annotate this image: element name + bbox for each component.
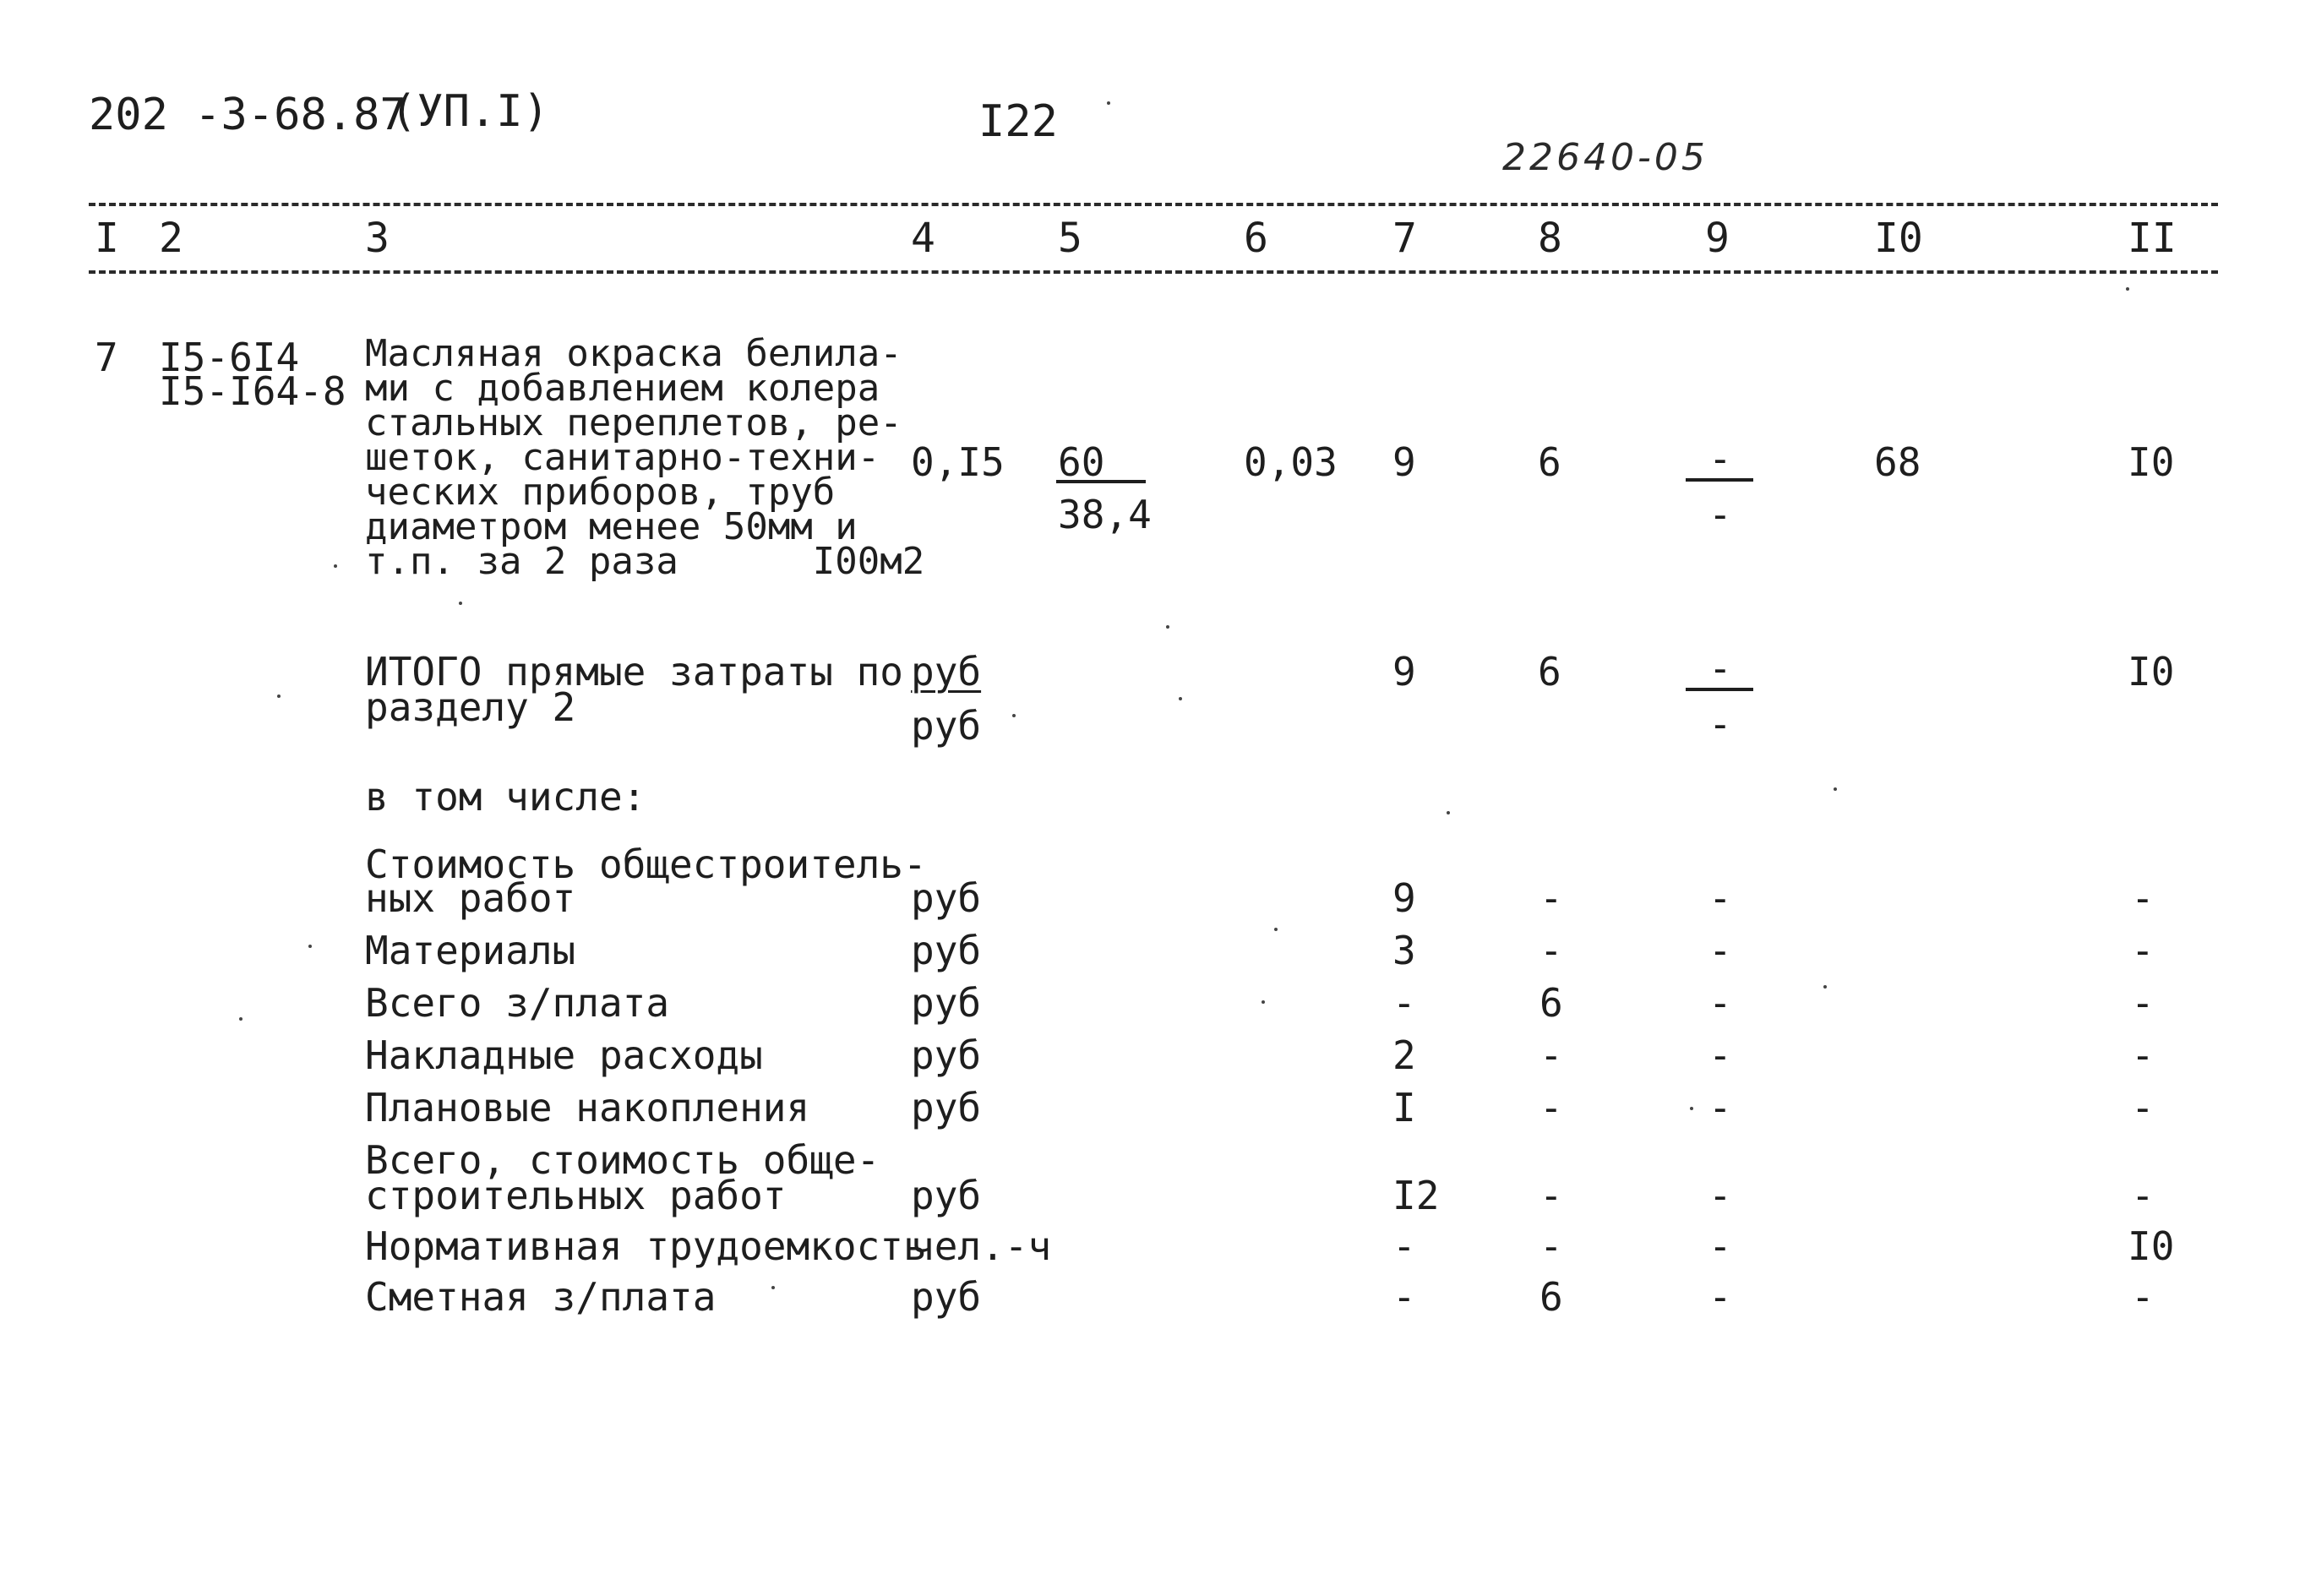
- document-edition: (УП.I): [390, 86, 549, 137]
- item-col11: I0: [2128, 439, 2175, 485]
- total-label-line-1: ИТОГО прямые затраты по: [365, 649, 903, 695]
- scan-speck: [334, 564, 337, 568]
- column-header-11: II: [2128, 215, 2177, 262]
- scan-speck: [1447, 811, 1450, 814]
- breakdown-col7: 3: [1392, 928, 1416, 973]
- breakdown-col7: -: [1392, 1223, 1416, 1269]
- breakdown-col11: -: [2131, 875, 2155, 921]
- breakdown-unit: руб: [911, 1274, 982, 1320]
- breakdown-unit: чел.-ч: [911, 1223, 1052, 1269]
- breakdown-col8: 6: [1539, 980, 1563, 1026]
- breakdown-label-line-1: Сметная з/плата: [365, 1274, 717, 1320]
- column-header-5: 5: [1058, 215, 1082, 262]
- item-unit-price-top: 60: [1058, 439, 1105, 485]
- breakdown-col11: I0: [2128, 1223, 2175, 1269]
- breakdown-label-line-1: Нормативная трудоемкость: [365, 1223, 927, 1269]
- breakdown-label-line-1: Плановые накопления: [365, 1085, 810, 1130]
- breakdown-col11: -: [2131, 1032, 2155, 1078]
- scan-speck: [239, 1017, 242, 1021]
- scan-speck: [1262, 1000, 1265, 1004]
- item-code-1: I5-6I4: [159, 335, 300, 380]
- breakdown-unit: руб: [911, 875, 982, 921]
- breakdown-col11: -: [2131, 928, 2155, 973]
- including-label: в том числе:: [365, 774, 646, 820]
- breakdown-label-line-1: Материалы: [365, 928, 576, 973]
- breakdown-col11: -: [2131, 1085, 2155, 1130]
- breakdown-col8: -: [1539, 1032, 1563, 1078]
- scan-speck: [459, 602, 462, 605]
- scan-speck: [1107, 101, 1110, 105]
- breakdown-col8: -: [1539, 1085, 1563, 1130]
- total-col9-bottom: -: [1708, 701, 1732, 747]
- breakdown-unit: руб: [911, 1085, 982, 1130]
- item-col6: 0,03: [1244, 439, 1338, 485]
- column-header-6: 6: [1244, 215, 1268, 262]
- breakdown-col9: -: [1708, 1173, 1732, 1218]
- breakdown-col8: -: [1539, 928, 1563, 973]
- breakdown-col8: -: [1539, 1223, 1563, 1269]
- total-label-line-2: разделу 2: [365, 684, 576, 730]
- item-unit-price-bottom: 38,4: [1058, 492, 1152, 537]
- breakdown-col8: 6: [1539, 1274, 1563, 1320]
- item-col9-fraction-line: [1686, 478, 1753, 482]
- breakdown-unit: руб: [911, 1032, 982, 1078]
- item-description: Масляная окраска белила- ми с добавлением колера стальных переплетов, ре- шеток, санитарно-техни- ческих приборов, труб диаметром менее 50мм и т.п. за 2 раза I00м2: [365, 332, 925, 583]
- total-col8: 6: [1538, 649, 1561, 695]
- column-header-9: 9: [1705, 215, 1730, 262]
- breakdown-col7: I: [1392, 1085, 1416, 1130]
- item-col10: 68: [1874, 439, 1921, 485]
- item-unit-price-fraction-line: [1056, 480, 1146, 483]
- breakdown-col11: -: [2131, 1173, 2155, 1218]
- item-col8: 6: [1538, 439, 1561, 485]
- breakdown-col11: -: [2131, 1274, 2155, 1320]
- breakdown-label-line-1: Накладные расходы: [365, 1032, 763, 1078]
- breakdown-col9: -: [1708, 980, 1732, 1026]
- breakdown-unit: руб: [911, 1173, 982, 1218]
- breakdown-label-line-1: Всего, стоимость обще-: [365, 1137, 880, 1183]
- scan-speck: [1012, 714, 1016, 717]
- header-bottom-rule: [89, 270, 2218, 274]
- item-quantity: 0,I5: [911, 439, 1005, 485]
- item-col7: 9: [1392, 439, 1416, 485]
- page-number: I22: [978, 96, 1058, 147]
- scan-speck: [1690, 1107, 1693, 1110]
- breakdown-col7: -: [1392, 980, 1416, 1026]
- item-col9-top: -: [1708, 436, 1732, 482]
- breakdown-col7: -: [1392, 1274, 1416, 1320]
- scan-speck: [277, 695, 281, 698]
- breakdown-label-line-1: Стоимость общестроитель-: [365, 842, 927, 887]
- item-col9-bottom: -: [1708, 492, 1732, 537]
- breakdown-col9: -: [1708, 1274, 1732, 1320]
- breakdown-unit: руб: [911, 980, 982, 1026]
- breakdown-col8: -: [1539, 1173, 1563, 1218]
- total-col11: I0: [2128, 649, 2175, 695]
- breakdown-col9: -: [1708, 1032, 1732, 1078]
- breakdown-col7: I2: [1392, 1173, 1440, 1218]
- column-header-4: 4: [911, 215, 935, 262]
- breakdown-label-line-1: Всего з/плата: [365, 980, 670, 1026]
- breakdown-unit: руб: [911, 928, 982, 973]
- column-header-8: 8: [1538, 215, 1562, 262]
- scan-speck: [2126, 287, 2129, 291]
- column-header-3: 3: [365, 215, 390, 262]
- column-header-7: 7: [1392, 215, 1417, 262]
- header-top-rule: [89, 203, 2218, 206]
- item-number: 7: [95, 335, 118, 380]
- column-header-1: I: [95, 215, 119, 262]
- total-col7: 9: [1392, 649, 1416, 695]
- scan-speck: [1834, 787, 1837, 791]
- breakdown-col7: 2: [1392, 1032, 1416, 1078]
- scan-speck: [771, 1286, 775, 1289]
- scan-speck: [1179, 697, 1182, 700]
- scan-speck: [308, 945, 312, 948]
- breakdown-label-line-2: ных работ: [365, 875, 576, 921]
- breakdown-col9: -: [1708, 928, 1732, 973]
- total-unit-bottom: руб: [911, 703, 982, 749]
- breakdown-label-line-2: строительных работ: [365, 1173, 787, 1218]
- breakdown-col7: 9: [1392, 875, 1416, 921]
- breakdown-col9: -: [1708, 875, 1732, 921]
- breakdown-col8: -: [1539, 875, 1563, 921]
- breakdown-col11: -: [2131, 980, 2155, 1026]
- document-code: 202 -3-68.87: [89, 90, 406, 140]
- total-col9-top: -: [1708, 645, 1732, 691]
- total-unit-top: руб: [911, 649, 982, 695]
- breakdown-col9: -: [1708, 1085, 1732, 1130]
- column-header-10: I0: [1874, 215, 1923, 262]
- column-header-2: 2: [159, 215, 183, 262]
- item-code-2: I5-I64-8: [159, 368, 346, 414]
- document-number: 22640-05: [1502, 136, 1708, 179]
- breakdown-col9: -: [1708, 1223, 1732, 1269]
- total-col9-fraction-line: [1686, 688, 1753, 691]
- scan-speck: [1274, 928, 1278, 931]
- scan-speck: [1166, 625, 1169, 629]
- scan-speck: [1823, 985, 1827, 989]
